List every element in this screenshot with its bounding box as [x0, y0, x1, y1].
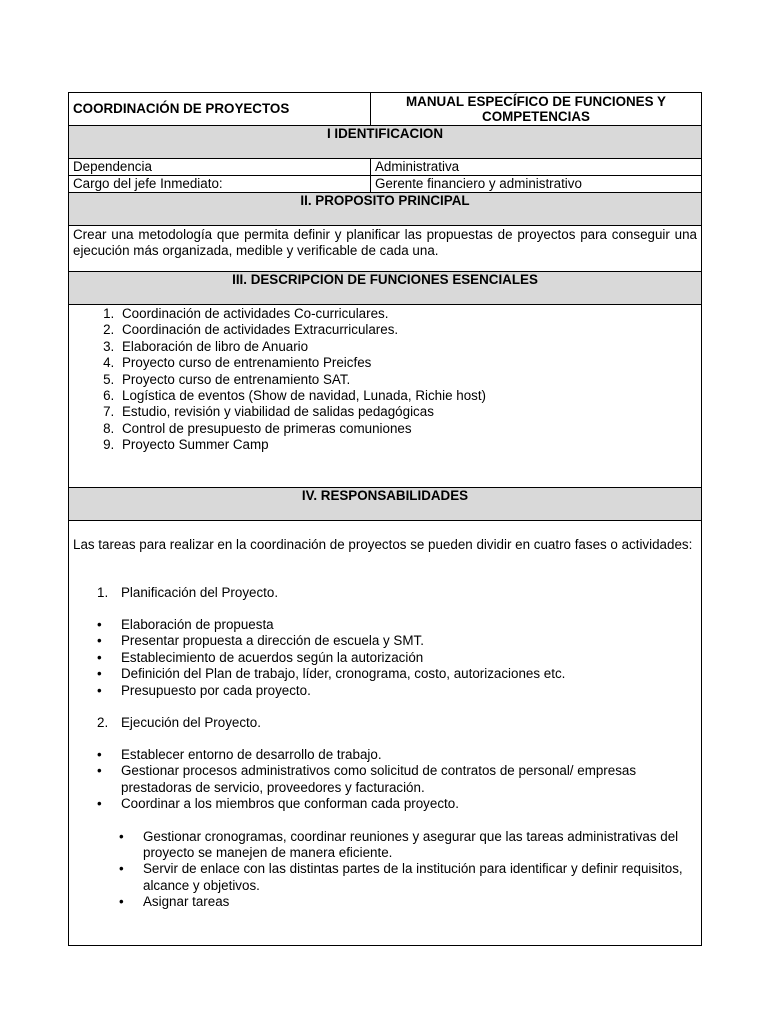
- phase-2-number: 2.: [97, 715, 109, 731]
- section-responsabilidades-row: [69, 488, 702, 521]
- proposito-text: Crear una metodología que permita definir y planificar las propuestas de proyectos para conseguir una ejecución más organizada, medible y verificable de cada una.: [69, 226, 702, 272]
- list-item-text: Establecer entorno de desarrollo de trabajo.: [121, 747, 382, 763]
- document-page: [68, 92, 701, 946]
- list-item: 6. Logística de eventos (Show de navidad, Lunada, Richie host): [118, 388, 697, 404]
- bullet-icon: •: [97, 666, 102, 682]
- list-item-text: Gestionar cronogramas, coordinar reuniones y asegurar que las tareas administrativas del proyecto se manejen de manera eficiente.: [143, 828, 679, 861]
- section-heading-funciones: III. DESCRIPCION DE FUNCIONES ESENCIALES: [69, 272, 702, 305]
- list-item: 7. Estudio, revisión y viabilidad de salidas pedagógicas: [118, 404, 697, 420]
- area-title: COORDINACIÓN DE PROYECTOS: [69, 93, 371, 126]
- bullet-icon: •: [97, 649, 102, 665]
- section-heading-responsabilidades: IV. RESPONSABILIDADES: [69, 488, 702, 521]
- bullet-icon: •: [119, 894, 124, 910]
- list-item: [97, 633, 697, 649]
- funciones-list: [73, 306, 697, 454]
- list-item: 3. Elaboración de libro de Anuario: [118, 339, 697, 355]
- responsabilidades-cell: [69, 521, 702, 946]
- list-item: [97, 763, 697, 796]
- list-item: [97, 617, 697, 633]
- list-item: [97, 666, 697, 682]
- responsabilidades-intro: Las tareas para realizar en la coordinación de proyectos se pueden dividir en cuatro fases o actividades:: [73, 537, 693, 552]
- section-identificacion-row: [69, 126, 702, 159]
- dependencia-row: [69, 159, 702, 176]
- phase-2-list: [73, 747, 697, 813]
- phase-1-number: 1.: [97, 585, 109, 600]
- phase-1-heading: [73, 585, 697, 601]
- list-item: [119, 894, 697, 910]
- list-item: [97, 650, 697, 666]
- bullet-icon: •: [97, 747, 102, 763]
- header-row: [69, 93, 702, 126]
- dependencia-label: Dependencia: [69, 159, 371, 176]
- bullet-icon: •: [119, 828, 124, 844]
- cargo-value: Gerente financiero y administrativo: [371, 176, 702, 193]
- section-heading-identificacion: I IDENTIFICACION: [69, 126, 702, 159]
- list-item: [97, 747, 697, 763]
- manual-title: MANUAL ESPECÍFICO DE FUNCIONES Y COMPETENCIAS: [371, 93, 702, 126]
- cargo-label: Cargo del jefe Inmediato:: [69, 176, 371, 193]
- list-item-text: Asignar tareas: [143, 894, 230, 910]
- phase-1-title: Planificación del Proyecto.: [121, 585, 279, 600]
- phase-2-title: Ejecución del Proyecto.: [121, 715, 261, 731]
- list-item: 1. Coordinación de actividades Co-curriculares.: [118, 306, 697, 322]
- list-item: [97, 683, 697, 699]
- list-item: 2. Coordinación de actividades Extracurriculares.: [118, 322, 697, 338]
- list-item: 4. Proyecto curso de entrenamiento Preicfes: [118, 355, 697, 371]
- list-item-text: Presupuesto por cada proyecto.: [121, 682, 311, 698]
- phase-2-heading: [73, 715, 697, 731]
- list-item: 9. Proyecto Summer Camp: [118, 437, 697, 453]
- list-item: [97, 796, 697, 812]
- list-item: 5. Proyecto curso de entrenamiento SAT.: [118, 372, 697, 388]
- functions-manual-table: [68, 92, 702, 946]
- list-item: [119, 861, 697, 894]
- list-item-text: Establecimiento de acuerdos según la autorización: [121, 649, 424, 665]
- section-funciones-row: [69, 272, 702, 305]
- list-item-text: Presentar propuesta a dirección de escuela y SMT.: [121, 633, 424, 649]
- funciones-cell: [69, 305, 702, 488]
- bullet-icon: •: [97, 617, 102, 632]
- list-item-text: Definición del Plan de trabajo, líder, cronograma, costo, autorizaciones etc.: [121, 666, 566, 682]
- funciones-row: [69, 305, 702, 488]
- responsabilidades-row: [69, 521, 702, 946]
- bullet-icon: •: [97, 796, 102, 812]
- bullet-icon: •: [97, 763, 102, 779]
- list-item: 8. Control de presupuesto de primeras comuniones: [118, 421, 697, 437]
- list-item-text: Servir de enlace con las distintas partes de la institución para identificar y definir requisitos, alcance y objetivos.: [143, 861, 683, 893]
- bullet-icon: •: [97, 682, 102, 698]
- section-heading-proposito: II. PROPOSITO PRINCIPAL: [69, 193, 702, 226]
- cargo-row: [69, 176, 702, 193]
- list-item-text: Coordinar a los miembros que conforman cada proyecto.: [121, 796, 459, 812]
- bullet-icon: •: [119, 861, 124, 877]
- list-item: [119, 829, 697, 862]
- bullet-icon: •: [97, 633, 102, 649]
- list-item-text: Elaboración de propuesta: [121, 617, 274, 632]
- proposito-row: [69, 226, 702, 272]
- section-proposito-row: [69, 193, 702, 226]
- phase-1-list: [73, 617, 697, 699]
- phase-2-sublist: [73, 829, 697, 911]
- dependencia-value: Administrativa: [371, 159, 702, 176]
- list-item-text: Gestionar procesos administrativos como solicitud de contratos de personal/ empresas prestadoras de servicio, proveedores y facturación.: [121, 763, 637, 795]
